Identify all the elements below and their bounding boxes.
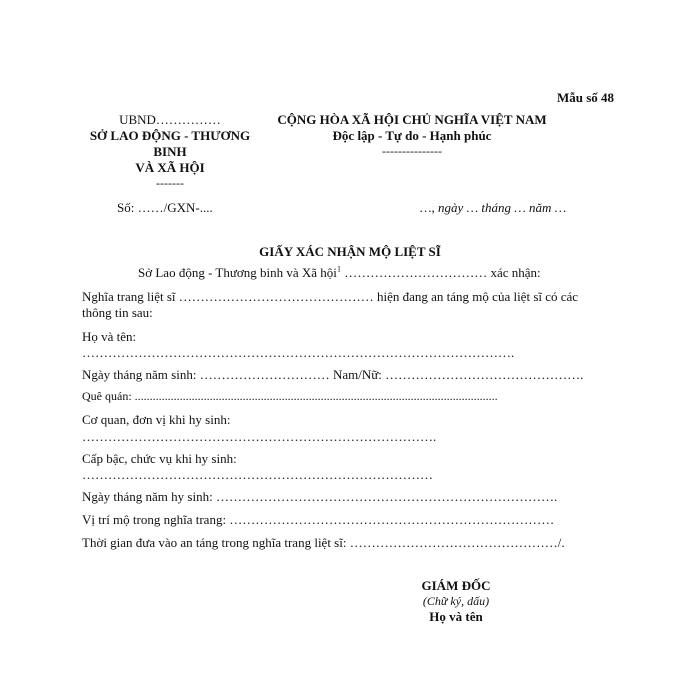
hometown-line[interactable]: Quê quán: ......................................................................................................................... — [82, 389, 498, 403]
unit-field[interactable]: ………………………………………………………………………. — [82, 429, 437, 444]
name-field[interactable]: ………………………………………………………………………………………. — [82, 345, 515, 360]
signature-note: (Chữ ký, dấu) — [422, 594, 490, 608]
intro-text-a: Sở Lao động - Thương binh và Xã hội — [138, 265, 337, 280]
agency-separator: ------- — [156, 176, 184, 190]
unit-label: Cơ quan, đơn vị khi hy sinh: — [82, 412, 231, 427]
ubnd-line: UBND…………… — [119, 112, 221, 127]
national-separator: --------------- — [382, 144, 442, 158]
cemetery-line-2: thông tin sau: — [82, 305, 153, 320]
rank-label: Cấp bậc, chức vụ khi hy sinh: — [82, 451, 237, 466]
national-header — [262, 112, 562, 158]
death-date-line[interactable]: Ngày tháng năm hy sinh: ……………………………………………………………………. — [82, 489, 558, 504]
dob-gender-line[interactable]: Ngày tháng năm sinh: ………………………… Nam/Nữ: ………………………………………. — [82, 367, 584, 382]
intro-text-b: …………………………… xác nhận: — [340, 265, 541, 280]
form-number: Mẫu số 48 — [557, 90, 615, 105]
national-motto: Độc lập - Tự do - Hạnh phúc — [332, 128, 492, 143]
cemetery-line: Nghĩa trang liệt sĩ ……………………………………… hiện đang an táng mộ của liệt sĩ có các — [82, 289, 579, 304]
grave-position-line[interactable]: Vị trí mộ trong nghĩa trang: ………………………………………………………………… — [82, 512, 555, 527]
footnote-marker: 1 — [336, 264, 341, 274]
signature-name: Họ và tên — [429, 609, 483, 624]
reference-number: Số: ……/GXN-.... — [117, 200, 213, 215]
signature-title: GIÁM ĐỐC — [421, 578, 491, 593]
dept-line-1: SỞ LAO ĐỘNG - THƯƠNG — [89, 128, 251, 143]
intro-line — [138, 265, 541, 281]
date-line: …, ngày … tháng … năm … — [420, 200, 567, 215]
agency-header — [80, 112, 260, 190]
national-title: CỘNG HÒA XÃ HỘI CHỦ NGHĨA VIỆT NAM — [277, 112, 547, 127]
name-label: Họ và tên: — [82, 329, 137, 344]
document-title: GIẤY XÁC NHẬN MỘ LIỆT SĨ — [259, 244, 441, 259]
dept-line-3: VÀ XÃ HỘI — [135, 160, 205, 175]
dept-line-2: BINH — [153, 144, 187, 159]
rank-field[interactable]: ……………………………………………………………………… — [82, 467, 433, 482]
signature-block — [396, 578, 516, 625]
burial-time-line[interactable]: Thời gian đưa vào an táng trong nghĩa trang liệt sĩ: …………………………………………/. — [82, 535, 565, 550]
